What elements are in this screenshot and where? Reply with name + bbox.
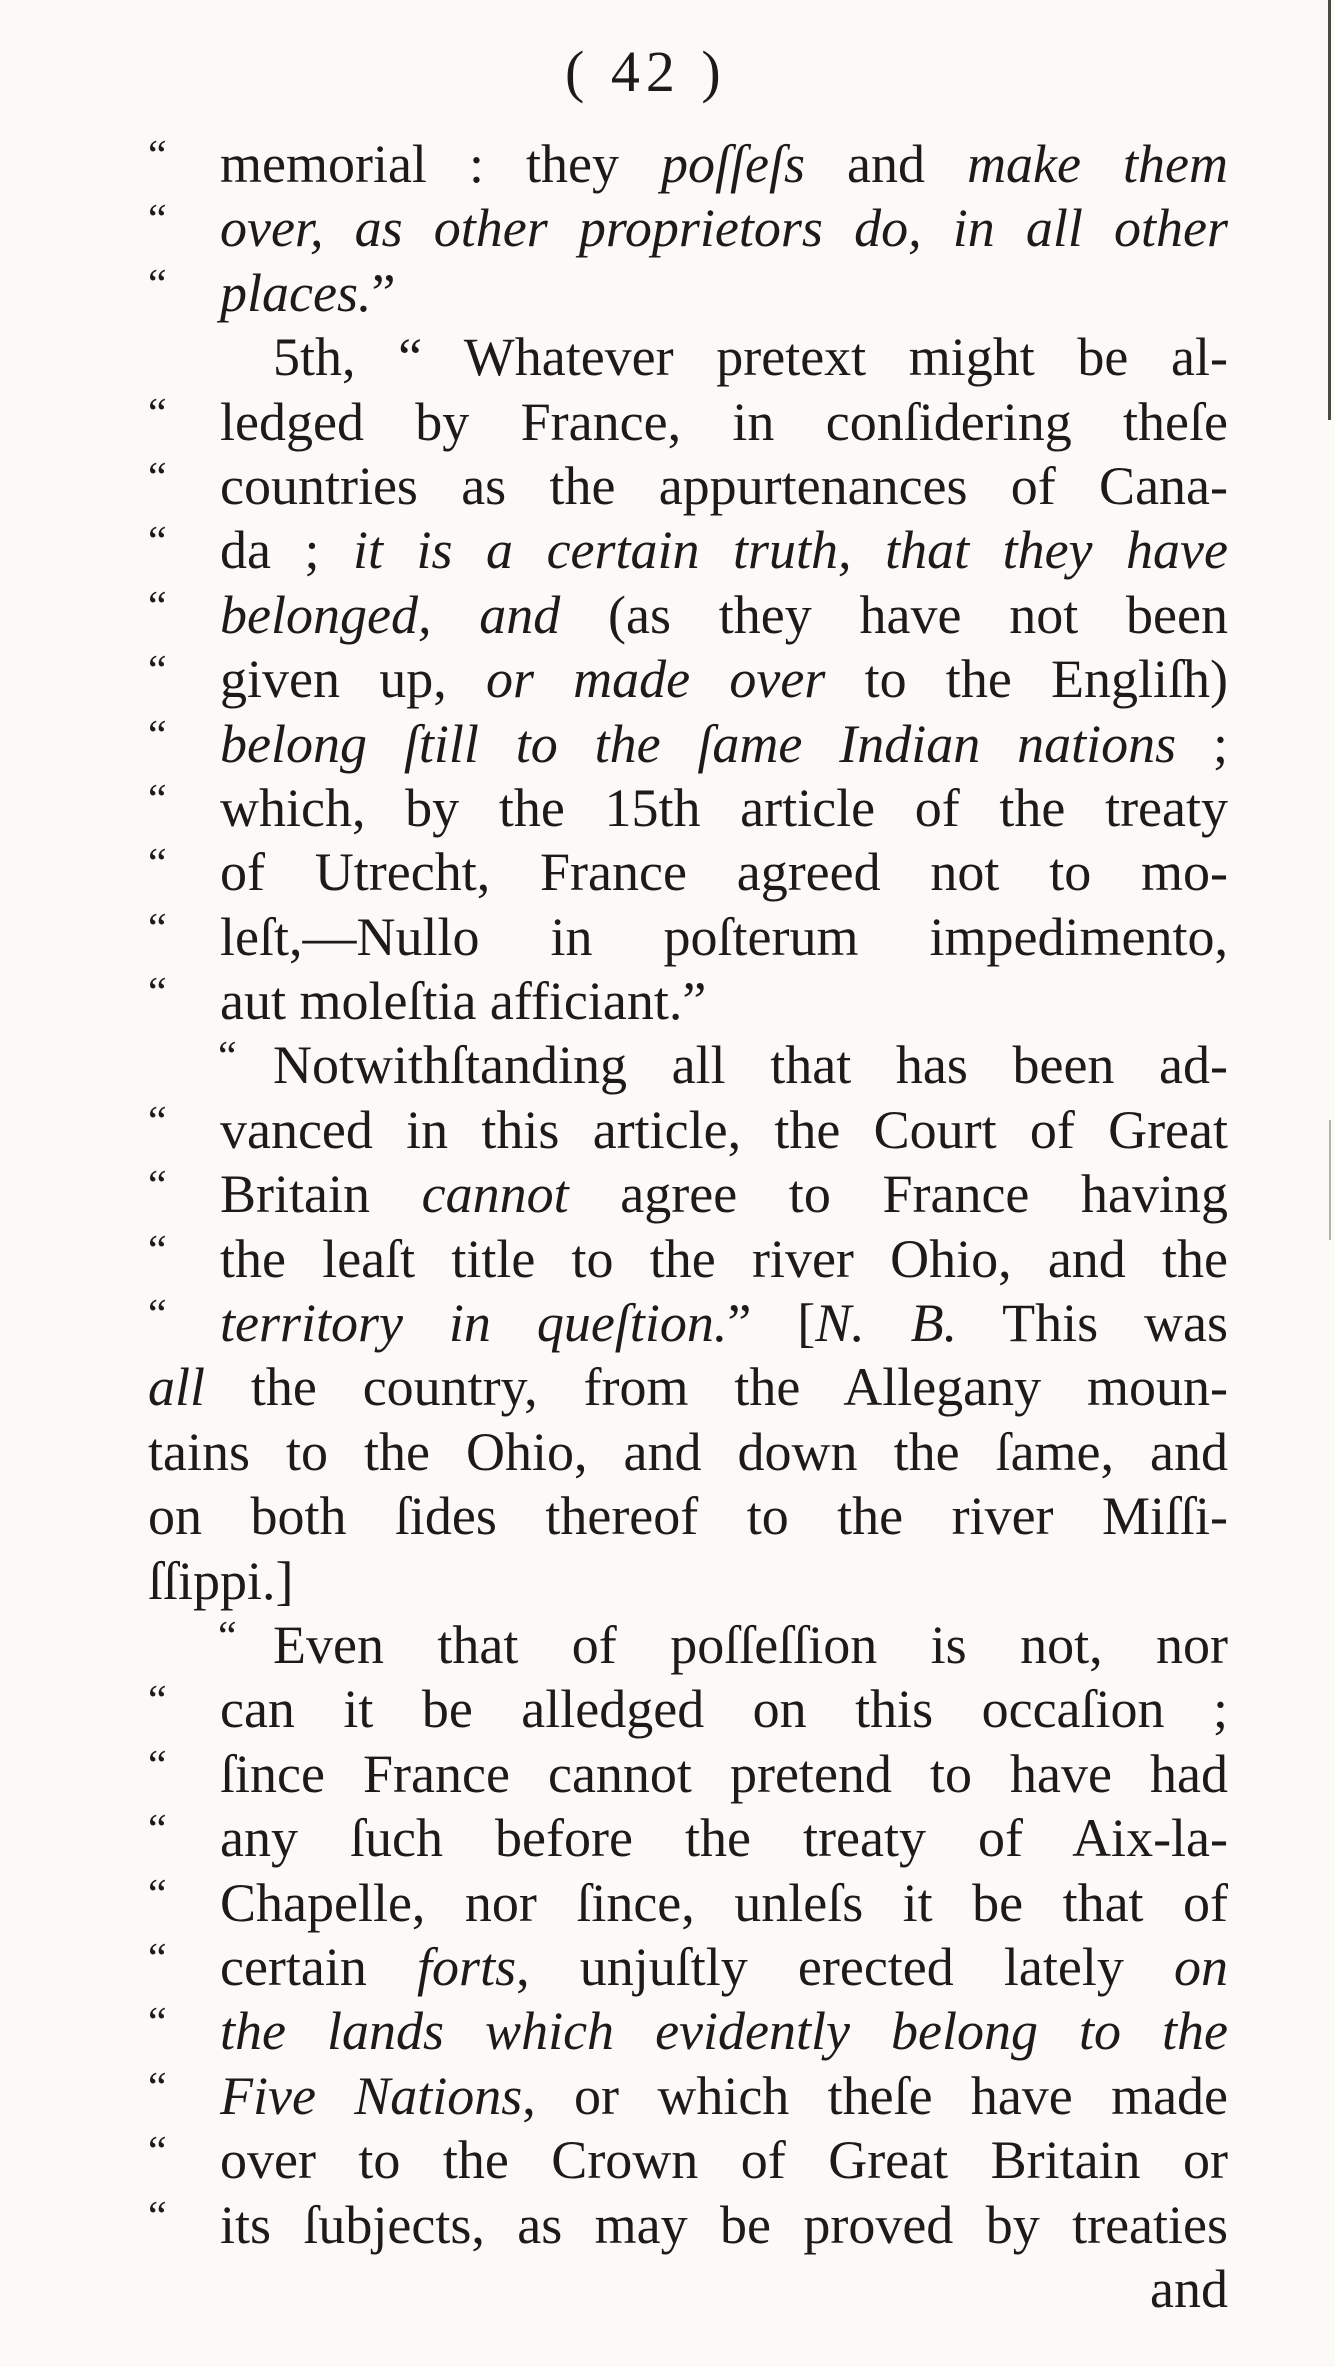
text-line <box>148 1355 1228 1419</box>
marginal-quote-mark: “ <box>148 1807 168 1854</box>
text-run: leſt,—Nullo in poſterum impedimento, <box>220 906 1228 967</box>
line-text <box>220 2128 1228 2192</box>
line-text <box>273 1033 1228 1097</box>
text-run: the country, from the Allegany moun- <box>205 1357 1228 1418</box>
marginal-quote-mark: “ <box>148 1292 168 1339</box>
italic-run: make them <box>967 134 1228 194</box>
text-run: ” [ <box>727 1293 816 1354</box>
line-text <box>220 1999 1228 2063</box>
italic-run: territory in queſtion. <box>220 1293 728 1354</box>
text-run: This was <box>957 1293 1228 1354</box>
marginal-quote-mark: “ <box>148 197 168 244</box>
line-text <box>220 132 1228 196</box>
text-line <box>148 969 1228 1033</box>
text-run: on both ſides thereof to the river Miſſi- <box>148 1486 1228 1547</box>
text-run: ſſippi.] <box>148 1550 294 1611</box>
line-text <box>220 454 1228 518</box>
text-run: over to the Crown of Great Britain or <box>220 2130 1228 2191</box>
marginal-quote-mark: “ <box>148 583 168 630</box>
text-run: , unjuſtly erected lately <box>516 1936 1174 1997</box>
italic-run: belong ſtill to the ſame Indian nations <box>220 713 1177 774</box>
line-text <box>220 1935 1228 1999</box>
line-text <box>220 518 1228 582</box>
text-run: agree to France having <box>568 1164 1229 1225</box>
text-line <box>148 776 1228 840</box>
marginal-quote-mark: “ <box>148 776 168 823</box>
line-text <box>273 1613 1228 1677</box>
text-run: , or which theſe have made <box>522 2065 1229 2126</box>
line-text <box>220 2193 1228 2257</box>
marginal-quote-mark: “ <box>148 1098 168 1145</box>
catchword <box>148 2257 1228 2321</box>
text-line <box>148 905 1228 969</box>
text-line <box>148 1227 1228 1291</box>
marginal-quote-mark: “ <box>148 2193 168 2240</box>
text-run: which, by the 15th article of the treaty <box>220 777 1228 838</box>
text-run: aut moleſtia afficiant.” <box>220 971 707 1032</box>
text-run: its ſubjects, as may be proved by treaties <box>220 2194 1228 2255</box>
italic-run: or made over <box>485 649 826 710</box>
marginal-quote-mark: “ <box>148 1742 168 1789</box>
line-text <box>148 1420 1228 1484</box>
text-run: Notwithſtanding all that has been ad- <box>273 1035 1228 1096</box>
text-line <box>148 1033 1228 1097</box>
text-line <box>148 390 1228 454</box>
text-line <box>148 196 1228 260</box>
page-edge-line <box>1328 0 1331 420</box>
text-line <box>148 1420 1228 1484</box>
line-text <box>220 776 1228 840</box>
line-text <box>220 905 1228 969</box>
line-text <box>220 1871 1228 1935</box>
marginal-quote-mark: “ <box>218 1613 238 1660</box>
text-run: ” <box>371 262 396 323</box>
text-line <box>148 1742 1228 1806</box>
marginal-quote-mark: “ <box>148 454 168 501</box>
marginal-quote-mark: “ <box>148 2064 168 2111</box>
italic-run: cannot <box>421 1164 569 1225</box>
marginal-quote-mark: “ <box>148 1163 168 1210</box>
text-run: the leaſt title to the river Ohio, and the <box>220 1228 1228 1289</box>
text-run: and <box>805 134 968 194</box>
marginal-quote-mark: “ <box>218 1034 238 1081</box>
text-line <box>148 583 1228 647</box>
line-text <box>220 261 1228 325</box>
text-line <box>148 1162 1228 1226</box>
text-line <box>148 840 1228 904</box>
marginal-quote-mark: “ <box>148 390 168 437</box>
text-run: ; <box>1176 713 1228 774</box>
text-line <box>148 325 1228 389</box>
marginal-quote-mark: “ <box>148 970 168 1017</box>
text-line <box>148 132 1228 196</box>
line-text <box>220 647 1228 711</box>
text-line <box>148 647 1228 711</box>
line-text <box>220 712 1228 776</box>
text-line <box>148 1549 1228 1613</box>
line-text <box>220 1806 1228 1870</box>
text-run: Even that of poſſeſſion is not, nor <box>273 1614 1228 1675</box>
text-line <box>148 1291 1228 1355</box>
text-run: of Utrecht, France agreed not to mo- <box>220 842 1228 903</box>
line-text <box>220 1742 1228 1806</box>
italic-run: on <box>1174 1936 1228 1997</box>
marginal-quote-mark: “ <box>148 648 168 695</box>
page-edge-line <box>1329 1120 1331 1240</box>
italic-run: N. B. <box>815 1293 958 1354</box>
text-run: da ; <box>220 520 353 581</box>
text-line <box>148 1484 1228 1548</box>
text-line <box>148 1098 1228 1162</box>
text-run: tains to the Ohio, and down the ſame, and <box>148 1421 1228 1482</box>
text-line <box>148 454 1228 518</box>
text-run: memorial : they <box>220 134 662 194</box>
text-line <box>148 261 1228 325</box>
text-line <box>148 2193 1228 2257</box>
line-text <box>220 969 1228 1033</box>
italic-run: poſſeſs <box>661 134 806 194</box>
text-run: given up, <box>220 649 486 710</box>
text-run: countries as the appurtenances of Cana- <box>220 455 1228 516</box>
marginal-quote-mark: “ <box>148 1678 168 1725</box>
marginal-quote-mark: “ <box>148 519 168 566</box>
line-text <box>220 1227 1228 1291</box>
text-line <box>148 712 1228 776</box>
text-line <box>148 2064 1228 2128</box>
text-run: and <box>1150 2258 1228 2319</box>
line-text <box>220 840 1228 904</box>
marginal-quote-mark: “ <box>148 1871 168 1918</box>
line-text <box>148 1355 1228 1419</box>
line-text <box>148 1484 1228 1548</box>
marginal-quote-mark: “ <box>148 133 168 179</box>
line-text <box>220 390 1228 454</box>
marginal-quote-mark: “ <box>148 841 168 888</box>
marginal-quote-mark: “ <box>148 2129 168 2176</box>
text-run: Chapelle, nor ſince, unleſs it be that of <box>220 1872 1228 1933</box>
line-text <box>220 1098 1228 1162</box>
marginal-quote-mark: “ <box>148 905 168 952</box>
text-line <box>148 1806 1228 1870</box>
text-run: 5th, “ Whatever pretext might be al- <box>273 327 1228 388</box>
body-text <box>148 132 1228 2321</box>
line-text <box>148 1549 1228 1613</box>
line-text <box>220 1677 1228 1741</box>
page-number: ( 42 ) <box>565 39 727 104</box>
line-text <box>273 325 1228 389</box>
text-run: to the Engliſh) <box>825 649 1228 710</box>
marginal-quote-mark: “ <box>148 1935 168 1982</box>
text-line <box>148 1677 1228 1741</box>
text-run: (as they have not been <box>560 584 1228 645</box>
line-text <box>220 1291 1228 1355</box>
text-line <box>148 2128 1228 2192</box>
text-run: Britain <box>220 1164 422 1225</box>
text-line <box>148 1613 1228 1677</box>
italic-run: over, as other proprietors do, in all other <box>220 198 1228 259</box>
text-line <box>148 1871 1228 1935</box>
italic-run: Five Nations <box>220 2065 523 2126</box>
text-run: ſince France cannot pretend to have had <box>220 1743 1228 1804</box>
text-line <box>148 2257 1228 2321</box>
italic-run: places. <box>220 262 372 323</box>
text-run: ledged by France, in conſidering theſe <box>220 391 1228 452</box>
line-text <box>220 583 1228 647</box>
marginal-quote-mark: “ <box>148 712 168 759</box>
text-run: vanced in this article, the Court of Great <box>220 1099 1228 1160</box>
italic-run: it is a certain truth, that they have <box>353 520 1228 581</box>
text-line <box>148 518 1228 582</box>
italic-run: the lands which evidently belong to the <box>220 2001 1228 2062</box>
marginal-quote-mark: “ <box>148 2000 168 2047</box>
text-run: can it be alledged on this occaſion ; <box>220 1679 1228 1740</box>
line-text <box>220 1162 1228 1226</box>
italic-run: forts <box>417 1936 517 1997</box>
line-text <box>220 2064 1228 2128</box>
text-run: certain <box>220 1936 418 1997</box>
italic-run: all <box>148 1357 206 1418</box>
marginal-quote-mark: “ <box>148 1227 168 1274</box>
text-line <box>148 1935 1228 1999</box>
italic-run: belonged, and <box>220 584 561 645</box>
marginal-quote-mark: “ <box>148 261 168 308</box>
line-text <box>220 196 1228 260</box>
text-line <box>148 1999 1228 2063</box>
text-run: any ſuch before the treaty of Aix-la- <box>220 1808 1228 1869</box>
